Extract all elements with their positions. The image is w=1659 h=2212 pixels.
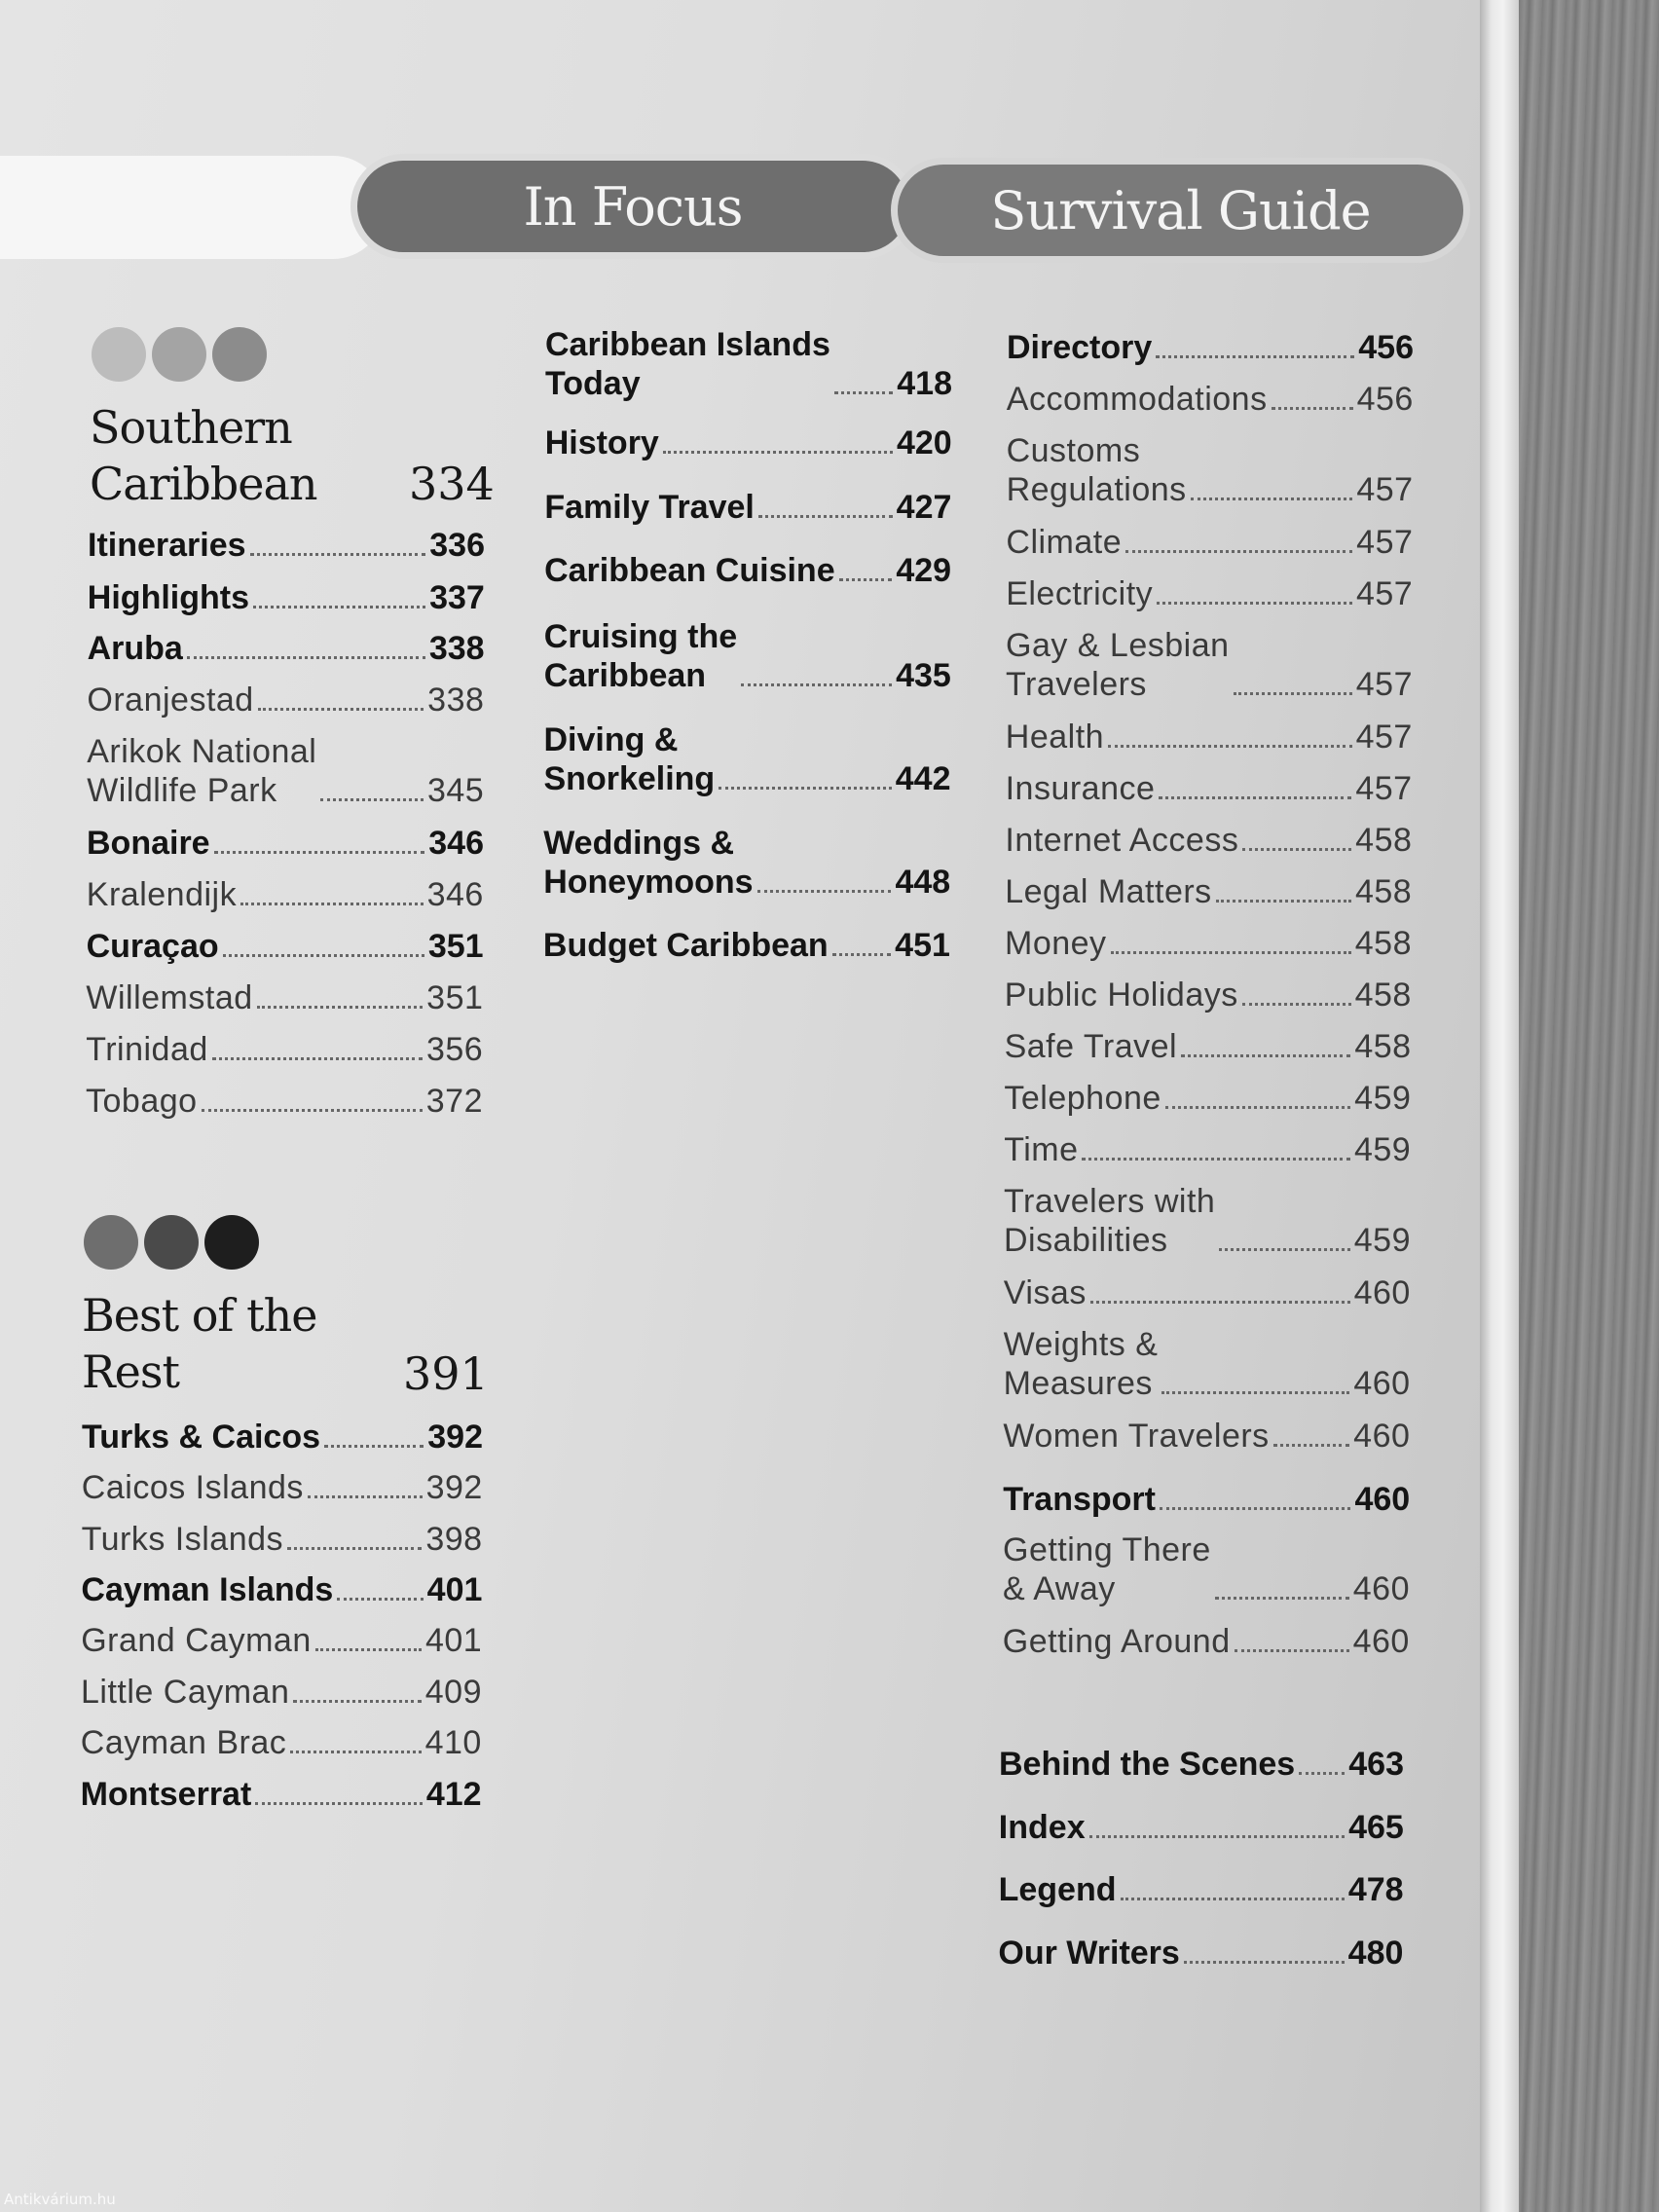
toc-entry[interactable]	[1007, 431, 1414, 509]
toc-entry-page: 458	[1354, 1028, 1412, 1065]
toc-entry[interactable]	[82, 1468, 483, 1507]
toc-entry-label: Our Writers	[998, 1935, 1180, 1972]
toc-entry[interactable]	[544, 551, 951, 590]
toc-entry-label: Caicos Islands	[81, 1469, 304, 1506]
dot-leader	[1108, 745, 1351, 748]
toc-entry-label: Budget Caribbean	[542, 927, 829, 964]
toc-entry-page: 392	[425, 1469, 483, 1506]
toc-entry-page: 478	[1347, 1871, 1404, 1908]
dot-leader	[1165, 1106, 1350, 1109]
toc-entry-label: Grand Cayman	[81, 1622, 312, 1659]
tab-in-focus	[350, 154, 915, 259]
dot-leader	[1111, 951, 1351, 954]
toc-entry-label: Customs Regulations	[1006, 432, 1187, 508]
toc-entry-page: 457	[1356, 471, 1414, 508]
toc-entry-label: Getting There & Away	[1003, 1531, 1211, 1607]
toc-entry-label: Oranjestad	[87, 682, 254, 719]
dot-leader	[290, 1751, 421, 1753]
toc-entry-page: 338	[428, 630, 485, 667]
dot-leader	[250, 553, 426, 556]
toc-entry-label: Legend	[998, 1871, 1117, 1908]
dot-leader	[214, 851, 425, 854]
toc-entry-label: Insurance	[1005, 770, 1156, 807]
toc-entry-label: Money	[1005, 925, 1107, 962]
toc-entry-page: 356	[425, 1031, 484, 1068]
toc-entry[interactable]	[81, 1673, 482, 1712]
dot-leader	[1160, 1507, 1350, 1510]
toc-entry-page: 465	[1348, 1809, 1404, 1846]
toc-entry[interactable]	[1003, 1622, 1410, 1661]
dot-leader	[839, 578, 893, 581]
toc-entry[interactable]	[1006, 574, 1413, 613]
toc-entry[interactable]	[87, 927, 484, 966]
section-page-southern-caribbean: 334	[409, 458, 495, 510]
toc-entry-label: Visas	[1003, 1274, 1087, 1311]
toc-entry[interactable]	[81, 1621, 482, 1660]
toc-entry-label: Index	[998, 1809, 1086, 1846]
section-dots-1	[92, 327, 267, 382]
toc-entry[interactable]	[544, 488, 951, 527]
dot-leader	[1125, 550, 1352, 553]
dot-leader	[1216, 900, 1351, 903]
toc-entry-label: Climate	[1006, 524, 1123, 561]
toc-entry-label: Itineraries	[88, 527, 246, 564]
tab-in-focus-label: In Focus	[523, 175, 743, 238]
toc-entry-page: 457	[1355, 575, 1414, 612]
toc-entry[interactable]	[88, 578, 485, 617]
toc-entry[interactable]	[86, 1082, 483, 1121]
toc-entry-page: 457	[1356, 524, 1414, 561]
toc-entry[interactable]	[1006, 626, 1413, 704]
toc-entry-page: 457	[1355, 719, 1413, 756]
page-edge	[1480, 0, 1519, 2212]
toc-entry[interactable]	[999, 1808, 1404, 1847]
toc-entry-label: Turks Islands	[81, 1521, 284, 1558]
toc-entry[interactable]	[1005, 872, 1412, 911]
dot-leader	[1234, 692, 1352, 695]
toc-entry-label: Turks & Caicos	[82, 1419, 321, 1456]
toc-entry-label: History	[544, 424, 659, 461]
toc-entry-label: Bonaire	[87, 825, 210, 862]
toc-entry-page: 338	[427, 682, 485, 719]
dot-leader	[741, 683, 892, 686]
toc-entry-label: Curaçao	[86, 928, 219, 965]
toc-entry-page: 398	[425, 1521, 483, 1558]
toc-entry[interactable]	[86, 978, 483, 1017]
toc-entry[interactable]	[88, 629, 485, 668]
toc-entry[interactable]	[1004, 1273, 1411, 1312]
dot-leader	[1273, 1444, 1349, 1447]
toc-entry-page: 459	[1354, 1080, 1412, 1117]
toc-entry-label: Willemstad	[86, 979, 253, 1016]
dot-leader	[212, 1057, 423, 1060]
wood-surface	[1519, 0, 1659, 2212]
toc-entry-label: Aruba	[87, 630, 183, 667]
toc-entry-label: Accommodations	[1006, 381, 1268, 418]
toc-entry[interactable]	[1007, 328, 1414, 367]
toc-entry-page: 346	[428, 825, 484, 862]
toc-entry-page: 401	[424, 1622, 483, 1659]
toc-entry[interactable]	[1004, 1325, 1411, 1403]
dot-leader	[1299, 1772, 1345, 1775]
dot-b-0	[84, 1215, 138, 1270]
toc-entry-label: Internet Access	[1005, 822, 1239, 859]
toc-entry[interactable]	[998, 1934, 1403, 1972]
dot-a-0	[92, 327, 146, 382]
toc-entry-label: Caribbean Islands Today	[545, 326, 830, 402]
toc-entry-page: 460	[1354, 1481, 1411, 1518]
toc-entry-label: Tobago	[86, 1083, 198, 1120]
dot-leader	[315, 1648, 422, 1651]
toc-entry[interactable]	[88, 526, 485, 565]
toc-entry-page: 458	[1354, 925, 1412, 962]
toc-entry-page: 442	[895, 760, 951, 797]
dot-leader	[1272, 407, 1353, 410]
toc-entry[interactable]	[81, 1775, 482, 1814]
toc-entry-page: 351	[426, 979, 484, 1016]
toc-entry-page: 457	[1355, 666, 1413, 703]
tab-survival-guide	[891, 158, 1470, 263]
section-page-best-of-the-rest: 391	[403, 1347, 489, 1400]
toc-entry[interactable]	[86, 1030, 483, 1069]
toc-entry[interactable]	[82, 1418, 483, 1456]
toc-entry[interactable]	[1004, 1182, 1411, 1260]
toc-entry-label: Health	[1005, 719, 1105, 756]
toc-entry-label: Directory	[1007, 329, 1153, 366]
toc-entry-label: Kralendijk	[86, 876, 238, 913]
dot-leader	[1242, 1003, 1351, 1006]
toc-entry[interactable]	[1007, 380, 1414, 419]
toc-entry[interactable]	[544, 720, 951, 798]
toc-entry-label: Arikok National Wildlife Park	[87, 733, 317, 809]
toc-entry-label: Highlights	[87, 579, 249, 616]
dot-leader	[1157, 602, 1352, 605]
toc-entry-page: 435	[896, 657, 951, 694]
dot-leader	[257, 1006, 424, 1009]
dot-leader	[834, 391, 893, 394]
toc-entry[interactable]	[82, 1520, 483, 1559]
toc-entry[interactable]	[1006, 718, 1413, 756]
dot-leader	[832, 953, 891, 956]
toc-entry-page: 346	[426, 876, 484, 913]
dot-leader	[240, 903, 423, 905]
toc-entry-page: 372	[425, 1083, 483, 1120]
toc-entry[interactable]	[1005, 1027, 1412, 1066]
toc-entry[interactable]	[87, 732, 484, 810]
tab-survival-guide-label: Survival Guide	[990, 179, 1371, 241]
toc-entry[interactable]	[87, 875, 484, 914]
toc-entry[interactable]	[1003, 1530, 1410, 1608]
toc-entry-page: 427	[896, 489, 952, 526]
toc-entry-page: 460	[1352, 1623, 1410, 1660]
toc-entry[interactable]	[1005, 821, 1412, 860]
toc-entry-page: 337	[429, 579, 485, 616]
toc-entry[interactable]	[545, 325, 952, 403]
toc-entry-page: 351	[427, 928, 484, 965]
toc-entry-page: 457	[1355, 770, 1413, 807]
toc-entry-label: Cruising the Caribbean	[543, 618, 738, 694]
dot-leader	[287, 1547, 422, 1550]
dot-leader	[1156, 355, 1354, 358]
dot-leader	[1161, 1391, 1349, 1394]
toc-entry-page: 458	[1355, 822, 1413, 859]
toc-entry-page: 336	[429, 527, 485, 564]
toc-entry[interactable]	[1004, 1130, 1411, 1169]
toc-entry-label: Safe Travel	[1004, 1028, 1178, 1065]
toc-entry[interactable]	[1006, 523, 1413, 562]
toc-entry[interactable]	[999, 1745, 1404, 1784]
toc-entry-label: Montserrat	[80, 1776, 252, 1813]
toc-entry[interactable]	[999, 1870, 1404, 1909]
toc-entry[interactable]	[543, 926, 950, 965]
toc-entry-page: 460	[1352, 1570, 1410, 1607]
dot-leader	[1121, 1898, 1345, 1900]
toc-entry-page: 401	[426, 1571, 483, 1608]
toc-entry-page: 456	[1356, 381, 1414, 418]
toc-entry[interactable]	[1003, 1417, 1410, 1456]
toc-entry-label: Trinidad	[86, 1031, 208, 1068]
dot-b-1	[144, 1215, 199, 1270]
toc-entry-page: 460	[1353, 1365, 1411, 1402]
toc-entry[interactable]	[544, 617, 951, 695]
dot-leader	[1242, 848, 1351, 851]
toc-entry-page: 456	[1358, 329, 1414, 366]
toc-entry-label: Electricity	[1006, 575, 1154, 612]
dot-leader	[253, 606, 425, 608]
toc-entry-label: Time	[1004, 1131, 1079, 1168]
dot-leader	[255, 1802, 423, 1805]
toc-entry[interactable]	[1005, 976, 1412, 1014]
toc-entry-label: Getting Around	[1002, 1623, 1231, 1660]
dot-leader	[1090, 1301, 1350, 1304]
dot-leader	[663, 451, 893, 454]
toc-entry-label: Caribbean Cuisine	[544, 552, 835, 589]
toc-entry-label: Legal Matters	[1005, 873, 1212, 910]
dot-leader	[1089, 1835, 1345, 1838]
dot-b-2	[204, 1215, 259, 1270]
dot-leader	[223, 954, 424, 957]
toc-entry-label: Travelers with Disabilities	[1004, 1183, 1216, 1259]
toc-entry-page: 392	[427, 1419, 483, 1456]
toc-entry-page: 459	[1353, 1131, 1412, 1168]
toc-entry-page: 458	[1354, 873, 1413, 910]
toc-entry-page: 418	[897, 365, 952, 402]
dot-leader	[187, 656, 425, 659]
toc-entry-page: 480	[1347, 1935, 1404, 1972]
dot-leader	[337, 1598, 423, 1601]
toc-entry-page: 409	[424, 1674, 482, 1711]
dot-leader	[1235, 1649, 1349, 1652]
toc-entry-label: Family Travel	[544, 489, 755, 526]
toc-entry-label: Transport	[1003, 1481, 1156, 1518]
dot-leader	[1219, 1248, 1349, 1251]
toc-entry[interactable]	[543, 824, 950, 902]
toc-entry-label: Telephone	[1004, 1080, 1161, 1117]
toc-entry[interactable]	[87, 824, 484, 863]
dot-leader	[757, 890, 892, 893]
toc-entry-label: Diving & Snorkeling	[543, 721, 716, 797]
toc-entry-page: 458	[1354, 977, 1412, 1014]
toc-entry-label: Weddings & Honeymoons	[543, 825, 754, 901]
dot-leader	[202, 1109, 423, 1112]
toc-entry-label: Cayman Brac	[80, 1724, 287, 1761]
dot-leader	[1159, 796, 1351, 799]
toc-entry-label: Women Travelers	[1003, 1418, 1270, 1455]
toc-entry[interactable]	[81, 1723, 482, 1762]
toc-entry-label: Behind the Scenes	[999, 1746, 1296, 1783]
dot-leader	[293, 1700, 421, 1703]
toc-entry-label: Cayman Islands	[81, 1571, 334, 1608]
toc-entry-page: 460	[1353, 1418, 1411, 1455]
section-dots-2	[84, 1215, 259, 1270]
dot-leader	[258, 708, 424, 711]
toc-entry[interactable]	[1003, 1480, 1410, 1519]
dot-leader	[719, 787, 892, 790]
toc-entry[interactable]	[87, 681, 484, 719]
toc-entry-page: 459	[1353, 1222, 1411, 1259]
tab-blank	[0, 156, 385, 259]
toc-entry-page: 451	[895, 927, 950, 964]
watermark: Antikvárium.hu	[4, 2191, 116, 2208]
dot-leader	[324, 1445, 424, 1448]
toc-entry-page: 460	[1353, 1274, 1411, 1311]
toc-entry[interactable]	[545, 424, 952, 462]
toc-entry-page: 345	[426, 772, 485, 809]
toc-entry-page: 410	[424, 1724, 482, 1761]
toc-entry-page: 420	[896, 424, 952, 461]
dot-leader	[1215, 1597, 1349, 1600]
toc-entry-label: Gay & Lesbian Travelers	[1006, 627, 1230, 703]
section-title-best-of-the-rest: Best of the Rest	[82, 1289, 317, 1398]
dot-a-1	[152, 327, 206, 382]
dot-leader	[1082, 1158, 1349, 1161]
toc-entry-page: 412	[425, 1776, 482, 1813]
section-title-southern-caribbean: Southern Caribbean	[90, 401, 317, 510]
dot-leader	[1184, 1961, 1345, 1964]
toc-entry-label: Little Cayman	[81, 1674, 290, 1711]
toc-entry-label: Public Holidays	[1004, 977, 1238, 1014]
toc-entry[interactable]	[81, 1570, 482, 1609]
toc-entry-page: 429	[896, 552, 952, 589]
dot-leader	[758, 515, 893, 518]
dot-leader	[1181, 1054, 1350, 1057]
toc-entry-label: Weights & Measures	[1003, 1326, 1159, 1402]
toc-entry-page: 448	[895, 864, 951, 901]
toc-entry-page: 463	[1348, 1746, 1404, 1783]
dot-leader	[308, 1495, 423, 1498]
toc-entry[interactable]	[1006, 769, 1413, 808]
toc-entry[interactable]	[1004, 1079, 1411, 1118]
dot-leader	[1191, 498, 1353, 500]
toc-entry[interactable]	[1005, 924, 1412, 963]
dot-a-2	[212, 327, 267, 382]
dot-leader	[320, 798, 424, 801]
